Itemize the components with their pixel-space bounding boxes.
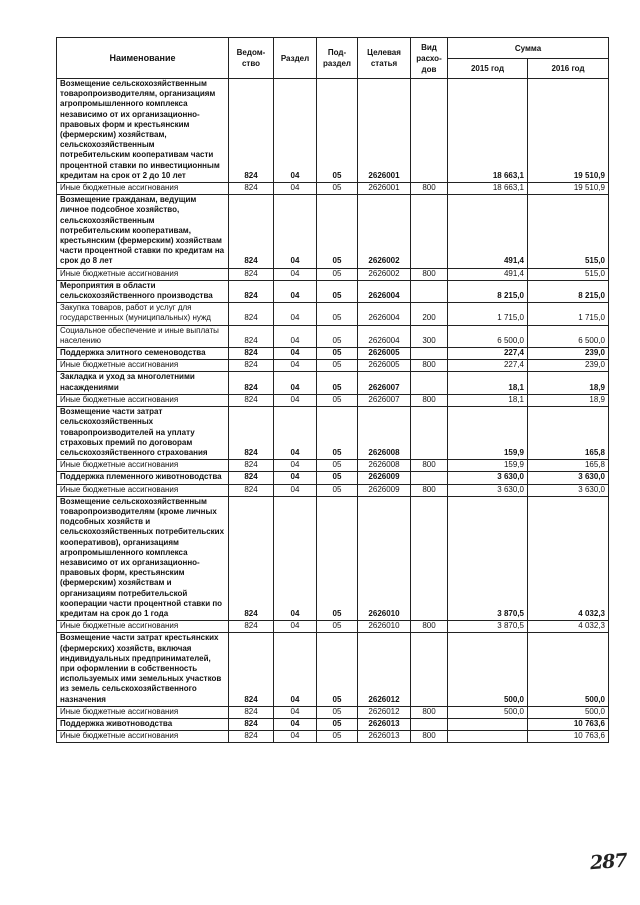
cell-celevaya-statya: 2626013	[358, 718, 411, 730]
cell-razdel: 04	[274, 325, 317, 347]
header-vid-rashodov: Вид расхо-дов	[411, 38, 448, 79]
cell-vid-rashodov: 800	[411, 268, 448, 280]
cell-celevaya-statya: 2626004	[358, 280, 411, 302]
cell-sum-2015: 1 715,0	[448, 303, 528, 325]
cell-sum-2015: 18,1	[448, 372, 528, 394]
cell-sum-2015	[448, 718, 528, 730]
cell-celevaya-statya: 2626007	[358, 372, 411, 394]
cell-sum-2015: 500,0	[448, 706, 528, 718]
cell-vid-rashodov: 200	[411, 303, 448, 325]
table-row	[57, 360, 609, 372]
cell-celevaya-statya: 2626009	[358, 484, 411, 496]
cell-sum-2016: 165,8	[528, 407, 609, 460]
cell-sum-2015: 500,0	[448, 633, 528, 706]
cell-celevaya-statya: 2626013	[358, 731, 411, 743]
cell-razdel: 04	[274, 484, 317, 496]
cell-vedomstvo: 824	[229, 706, 274, 718]
cell-sum-2016: 3 630,0	[528, 472, 609, 484]
cell-name: Закладка и уход за многолетними насаждениями	[57, 372, 229, 394]
table-row	[57, 348, 609, 360]
cell-sum-2016: 500,0	[528, 633, 609, 706]
cell-sum-2015: 491,4	[448, 268, 528, 280]
cell-name: Поддержка племенного животноводства	[57, 472, 229, 484]
cell-sum-2015: 6 500,0	[448, 325, 528, 347]
cell-razdel: 04	[274, 706, 317, 718]
cell-sum-2016: 8 215,0	[528, 280, 609, 302]
cell-sum-2016: 4 032,3	[528, 496, 609, 620]
cell-razdel: 04	[274, 280, 317, 302]
cell-vid-rashodov: 800	[411, 183, 448, 195]
cell-sum-2016: 18,9	[528, 394, 609, 406]
cell-sum-2016: 239,0	[528, 348, 609, 360]
cell-sum-2016: 18,9	[528, 372, 609, 394]
cell-razdel: 04	[274, 621, 317, 633]
cell-vid-rashodov: 800	[411, 621, 448, 633]
cell-razdel: 04	[274, 718, 317, 730]
cell-podrazdel: 05	[317, 268, 358, 280]
header-year-2016: 2016 год	[528, 59, 609, 79]
table-row	[57, 79, 609, 183]
cell-razdel: 04	[274, 360, 317, 372]
cell-sum-2015: 18,1	[448, 394, 528, 406]
cell-name: Иные бюджетные ассигнования	[57, 621, 229, 633]
cell-sum-2016: 10 763,6	[528, 731, 609, 743]
cell-vid-rashodov	[411, 372, 448, 394]
cell-podrazdel: 05	[317, 484, 358, 496]
table-row	[57, 706, 609, 718]
cell-vedomstvo: 824	[229, 183, 274, 195]
cell-sum-2016: 10 763,6	[528, 718, 609, 730]
cell-razdel: 04	[274, 79, 317, 183]
cell-razdel: 04	[274, 407, 317, 460]
header-podrazdel: Под-раздел	[317, 38, 358, 79]
cell-name: Иные бюджетные ассигнования	[57, 183, 229, 195]
cell-podrazdel: 05	[317, 183, 358, 195]
cell-podrazdel: 05	[317, 496, 358, 620]
cell-podrazdel: 05	[317, 633, 358, 706]
cell-sum-2016: 239,0	[528, 360, 609, 372]
cell-vedomstvo: 824	[229, 325, 274, 347]
cell-podrazdel: 05	[317, 325, 358, 347]
cell-sum-2015: 227,4	[448, 348, 528, 360]
cell-vedomstvo: 824	[229, 496, 274, 620]
cell-sum-2016: 19 510,9	[528, 79, 609, 183]
cell-sum-2015: 227,4	[448, 360, 528, 372]
cell-name: Поддержка животноводства	[57, 718, 229, 730]
cell-podrazdel: 05	[317, 360, 358, 372]
cell-podrazdel: 05	[317, 472, 358, 484]
cell-sum-2016: 3 630,0	[528, 484, 609, 496]
table-row	[57, 280, 609, 302]
cell-sum-2015	[448, 731, 528, 743]
cell-celevaya-statya: 2626001	[358, 79, 411, 183]
cell-celevaya-statya: 2626005	[358, 360, 411, 372]
cell-razdel: 04	[274, 472, 317, 484]
cell-name: Иные бюджетные ассигнования	[57, 706, 229, 718]
table-row	[57, 407, 609, 460]
cell-vid-rashodov	[411, 633, 448, 706]
cell-sum-2015: 3 630,0	[448, 484, 528, 496]
cell-celevaya-statya: 2626004	[358, 303, 411, 325]
cell-vid-rashodov	[411, 195, 448, 268]
cell-name: Возмещение сельскохозяйственным товаропроизводителям, организациям агропромышленного комплекса независимо от их организационно-правовых форм и крестьянским (фермерским) хозяйствам, сельскохозяйственным потребительским кооперативам части процентной ставки по инвестиционным кредитам на срок от 2 до 10 лет	[57, 79, 229, 183]
cell-razdel: 04	[274, 183, 317, 195]
cell-name: Иные бюджетные ассигнования	[57, 268, 229, 280]
cell-name: Мероприятия в области сельскохозяйственного производства	[57, 280, 229, 302]
cell-vedomstvo: 824	[229, 460, 274, 472]
cell-sum-2016: 4 032,3	[528, 621, 609, 633]
cell-name: Возмещение гражданам, ведущим личное подсобное хозяйство, сельскохозяйственным потребительским кооперативам, крестьянским (фермерским) хозяйствам части процентной ставки по кредитам на срок до 8 лет	[57, 195, 229, 268]
table-row	[57, 325, 609, 347]
table-row	[57, 303, 609, 325]
cell-sum-2016: 515,0	[528, 195, 609, 268]
cell-podrazdel: 05	[317, 303, 358, 325]
cell-vedomstvo: 824	[229, 268, 274, 280]
table-row	[57, 621, 609, 633]
cell-vid-rashodov: 800	[411, 484, 448, 496]
cell-razdel: 04	[274, 303, 317, 325]
header-vedomstvo: Ведом-ство	[229, 38, 274, 79]
header-summa: Сумма	[448, 38, 609, 59]
cell-podrazdel: 05	[317, 394, 358, 406]
cell-celevaya-statya: 2626010	[358, 496, 411, 620]
cell-vid-rashodov	[411, 280, 448, 302]
cell-podrazdel: 05	[317, 706, 358, 718]
cell-vedomstvo: 824	[229, 472, 274, 484]
cell-sum-2015: 159,9	[448, 460, 528, 472]
cell-razdel: 04	[274, 496, 317, 620]
page-number: 287	[589, 849, 628, 875]
cell-vid-rashodov: 800	[411, 360, 448, 372]
cell-vid-rashodov: 800	[411, 394, 448, 406]
cell-celevaya-statya: 2626005	[358, 348, 411, 360]
cell-celevaya-statya: 2626012	[358, 706, 411, 718]
cell-vedomstvo: 824	[229, 360, 274, 372]
table-row	[57, 460, 609, 472]
cell-sum-2016: 515,0	[528, 268, 609, 280]
cell-vedomstvo: 824	[229, 633, 274, 706]
cell-vid-rashodov	[411, 348, 448, 360]
cell-name: Иные бюджетные ассигнования	[57, 360, 229, 372]
cell-celevaya-statya: 2626008	[358, 407, 411, 460]
header-name: Наименование	[57, 38, 229, 79]
cell-razdel: 04	[274, 372, 317, 394]
cell-vid-rashodov	[411, 407, 448, 460]
cell-razdel: 04	[274, 268, 317, 280]
cell-sum-2015: 3 630,0	[448, 472, 528, 484]
budget-table	[56, 37, 609, 743]
cell-sum-2015: 159,9	[448, 407, 528, 460]
table-row	[57, 731, 609, 743]
cell-name: Иные бюджетные ассигнования	[57, 484, 229, 496]
cell-vid-rashodov: 300	[411, 325, 448, 347]
cell-podrazdel: 05	[317, 195, 358, 268]
cell-podrazdel: 05	[317, 621, 358, 633]
cell-podrazdel: 05	[317, 280, 358, 302]
cell-name: Возмещение части затрат сельскохозяйственных товаропроизводителей на уплату страховых премий по договорам сельскохозяйственного страхования	[57, 407, 229, 460]
cell-name: Поддержка элитного семеноводства	[57, 348, 229, 360]
table-row	[57, 195, 609, 268]
cell-podrazdel: 05	[317, 372, 358, 394]
cell-name: Иные бюджетные ассигнования	[57, 731, 229, 743]
cell-razdel: 04	[274, 348, 317, 360]
cell-vedomstvo: 824	[229, 372, 274, 394]
cell-razdel: 04	[274, 195, 317, 268]
cell-celevaya-statya: 2626007	[358, 394, 411, 406]
cell-vedomstvo: 824	[229, 195, 274, 268]
cell-podrazdel: 05	[317, 348, 358, 360]
cell-vid-rashodov: 800	[411, 460, 448, 472]
cell-sum-2015: 8 215,0	[448, 280, 528, 302]
cell-razdel: 04	[274, 394, 317, 406]
cell-podrazdel: 05	[317, 718, 358, 730]
cell-vedomstvo: 824	[229, 484, 274, 496]
table-row	[57, 484, 609, 496]
header-year-2015: 2015 год	[448, 59, 528, 79]
cell-vid-rashodov	[411, 718, 448, 730]
cell-vedomstvo: 824	[229, 621, 274, 633]
header-celevaya-statya: Целевая статья	[358, 38, 411, 79]
cell-razdel: 04	[274, 460, 317, 472]
cell-celevaya-statya: 2626012	[358, 633, 411, 706]
table-row	[57, 372, 609, 394]
table-row	[57, 183, 609, 195]
cell-name: Закупка товаров, работ и услуг для государственных (муниципальных) нужд	[57, 303, 229, 325]
cell-celevaya-statya: 2626002	[358, 268, 411, 280]
cell-vedomstvo: 824	[229, 394, 274, 406]
cell-podrazdel: 05	[317, 79, 358, 183]
cell-name: Иные бюджетные ассигнования	[57, 394, 229, 406]
cell-podrazdel: 05	[317, 460, 358, 472]
cell-celevaya-statya: 2626004	[358, 325, 411, 347]
cell-celevaya-statya: 2626010	[358, 621, 411, 633]
cell-celevaya-statya: 2626002	[358, 195, 411, 268]
cell-sum-2016: 6 500,0	[528, 325, 609, 347]
cell-podrazdel: 05	[317, 407, 358, 460]
table-row	[57, 394, 609, 406]
cell-vedomstvo: 824	[229, 79, 274, 183]
cell-razdel: 04	[274, 633, 317, 706]
cell-razdel: 04	[274, 731, 317, 743]
cell-celevaya-statya: 2626008	[358, 460, 411, 472]
cell-sum-2015: 3 870,5	[448, 621, 528, 633]
cell-vedomstvo: 824	[229, 303, 274, 325]
cell-vid-rashodov: 800	[411, 706, 448, 718]
table-row	[57, 718, 609, 730]
cell-celevaya-statya: 2626001	[358, 183, 411, 195]
cell-name: Социальное обеспечение и иные выплаты населению	[57, 325, 229, 347]
cell-sum-2016: 1 715,0	[528, 303, 609, 325]
cell-sum-2016: 19 510,9	[528, 183, 609, 195]
cell-vid-rashodov: 800	[411, 731, 448, 743]
cell-vid-rashodov	[411, 496, 448, 620]
cell-sum-2015: 3 870,5	[448, 496, 528, 620]
cell-vedomstvo: 824	[229, 407, 274, 460]
cell-vid-rashodov	[411, 79, 448, 183]
cell-podrazdel: 05	[317, 731, 358, 743]
cell-vedomstvo: 824	[229, 280, 274, 302]
header-razdel: Раздел	[274, 38, 317, 79]
table-row	[57, 268, 609, 280]
cell-name: Возмещение сельскохозяйственным товаропроизводителям (кроме личных подсобных хозяйств и сельскохозяйственных потребительских кооперативов), организациям агропромышленного комплекса независимо от их организационно-правовых форм, крестьянским (фермерским) хозяйствам и организациям потребительской кооперации части процентной ставки по кредитам на срок до 1 года	[57, 496, 229, 620]
table-row	[57, 472, 609, 484]
cell-sum-2016: 165,8	[528, 460, 609, 472]
cell-sum-2015: 18 663,1	[448, 183, 528, 195]
cell-vedomstvo: 824	[229, 348, 274, 360]
cell-name: Иные бюджетные ассигнования	[57, 460, 229, 472]
table-row	[57, 496, 609, 620]
cell-sum-2015: 18 663,1	[448, 79, 528, 183]
table-row	[57, 633, 609, 706]
cell-sum-2016: 500,0	[528, 706, 609, 718]
cell-name: Возмещение части затрат крестьянских (фермерских) хозяйств, включая индивидуальных предпринимателей, при оформлении в собственность используемых ими земельных участков из земель сельскохозяйственного назначения	[57, 633, 229, 706]
cell-vid-rashodov	[411, 472, 448, 484]
cell-celevaya-statya: 2626009	[358, 472, 411, 484]
cell-vedomstvo: 824	[229, 731, 274, 743]
cell-vedomstvo: 824	[229, 718, 274, 730]
cell-sum-2015: 491,4	[448, 195, 528, 268]
